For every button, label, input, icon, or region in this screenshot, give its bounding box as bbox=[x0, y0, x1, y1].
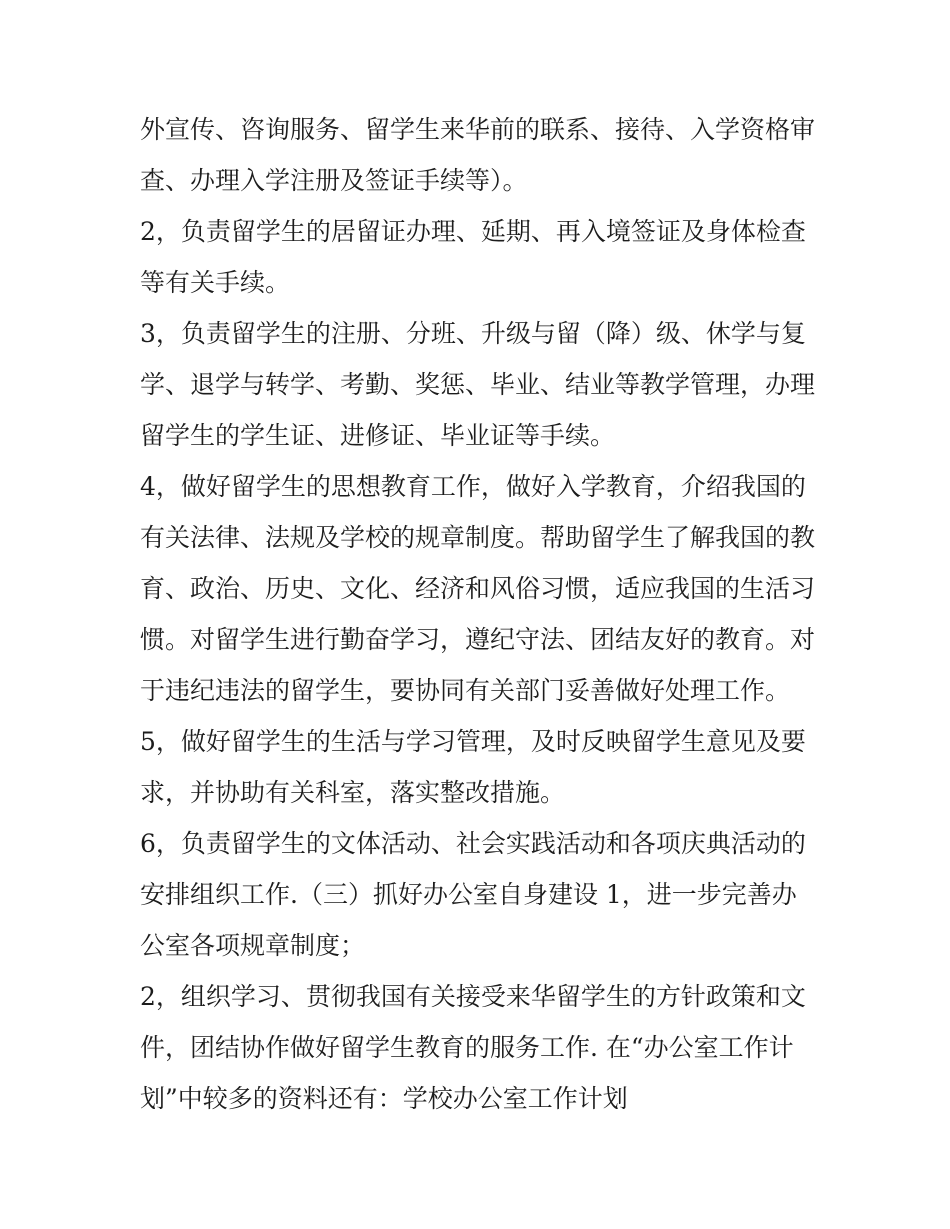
text-line: 学、退学与转学、考勤、奖惩、毕业、结业等教学管理，办理 bbox=[140, 370, 816, 399]
text-line: 4，做好留学生的思想教育工作，做好入学教育，介绍我国的 bbox=[140, 472, 806, 501]
document-text-body bbox=[140, 104, 820, 1124]
text-line: 安排组织工作.（三）抓好办公室自身建设 1，进一步完善办 bbox=[140, 880, 797, 909]
text-line: 2，负责留学生的居留证办理、延期、再入境签证及身体检查 bbox=[140, 217, 806, 246]
text-line: 外宣传、咨询服务、留学生来华前的联系、接待、入学资格审 bbox=[140, 115, 816, 144]
text-line: 划”中较多的资料还有：学校办公室工作计划 bbox=[140, 1084, 628, 1113]
text-line: 3，负责留学生的注册、分班、升级与留（降）级、休学与复 bbox=[140, 319, 806, 348]
text-line: 6，负责留学生的文体活动、社会实践活动和各项庆典活动的 bbox=[140, 829, 806, 858]
text-line: 2，组织学习、贯彻我国有关接受来华留学生的方针政策和文 bbox=[140, 982, 806, 1011]
text-line: 有关法律、法规及学校的规章制度。帮助留学生了解我国的教 bbox=[140, 523, 816, 552]
text-line: 件，团结协作做好留学生教育的服务工作. 在“办公室工作计 bbox=[140, 1033, 794, 1062]
text-line: 等有关手续。 bbox=[140, 268, 291, 297]
text-line: 惯。对留学生进行勤奋学习，遵纪守法、团结友好的教育。对 bbox=[140, 625, 816, 654]
text-line: 求，并协助有关科室，落实整改措施。 bbox=[140, 778, 566, 807]
text-line: 育、政治、历史、文化、经济和风俗习惯，适应我国的生活习 bbox=[140, 574, 816, 603]
text-line: 公室各项规章制度； bbox=[140, 931, 366, 960]
text-line: 于违纪违法的留学生，要协同有关部门妥善做好处理工作。 bbox=[140, 676, 791, 705]
text-line: 查、办理入学注册及签证手续等）。 bbox=[140, 166, 528, 195]
text-line: 5，做好留学生的生活与学习管理，及时反映留学生意见及要 bbox=[140, 727, 806, 756]
text-line: 留学生的学生证、进修证、毕业证等手续。 bbox=[140, 421, 616, 450]
